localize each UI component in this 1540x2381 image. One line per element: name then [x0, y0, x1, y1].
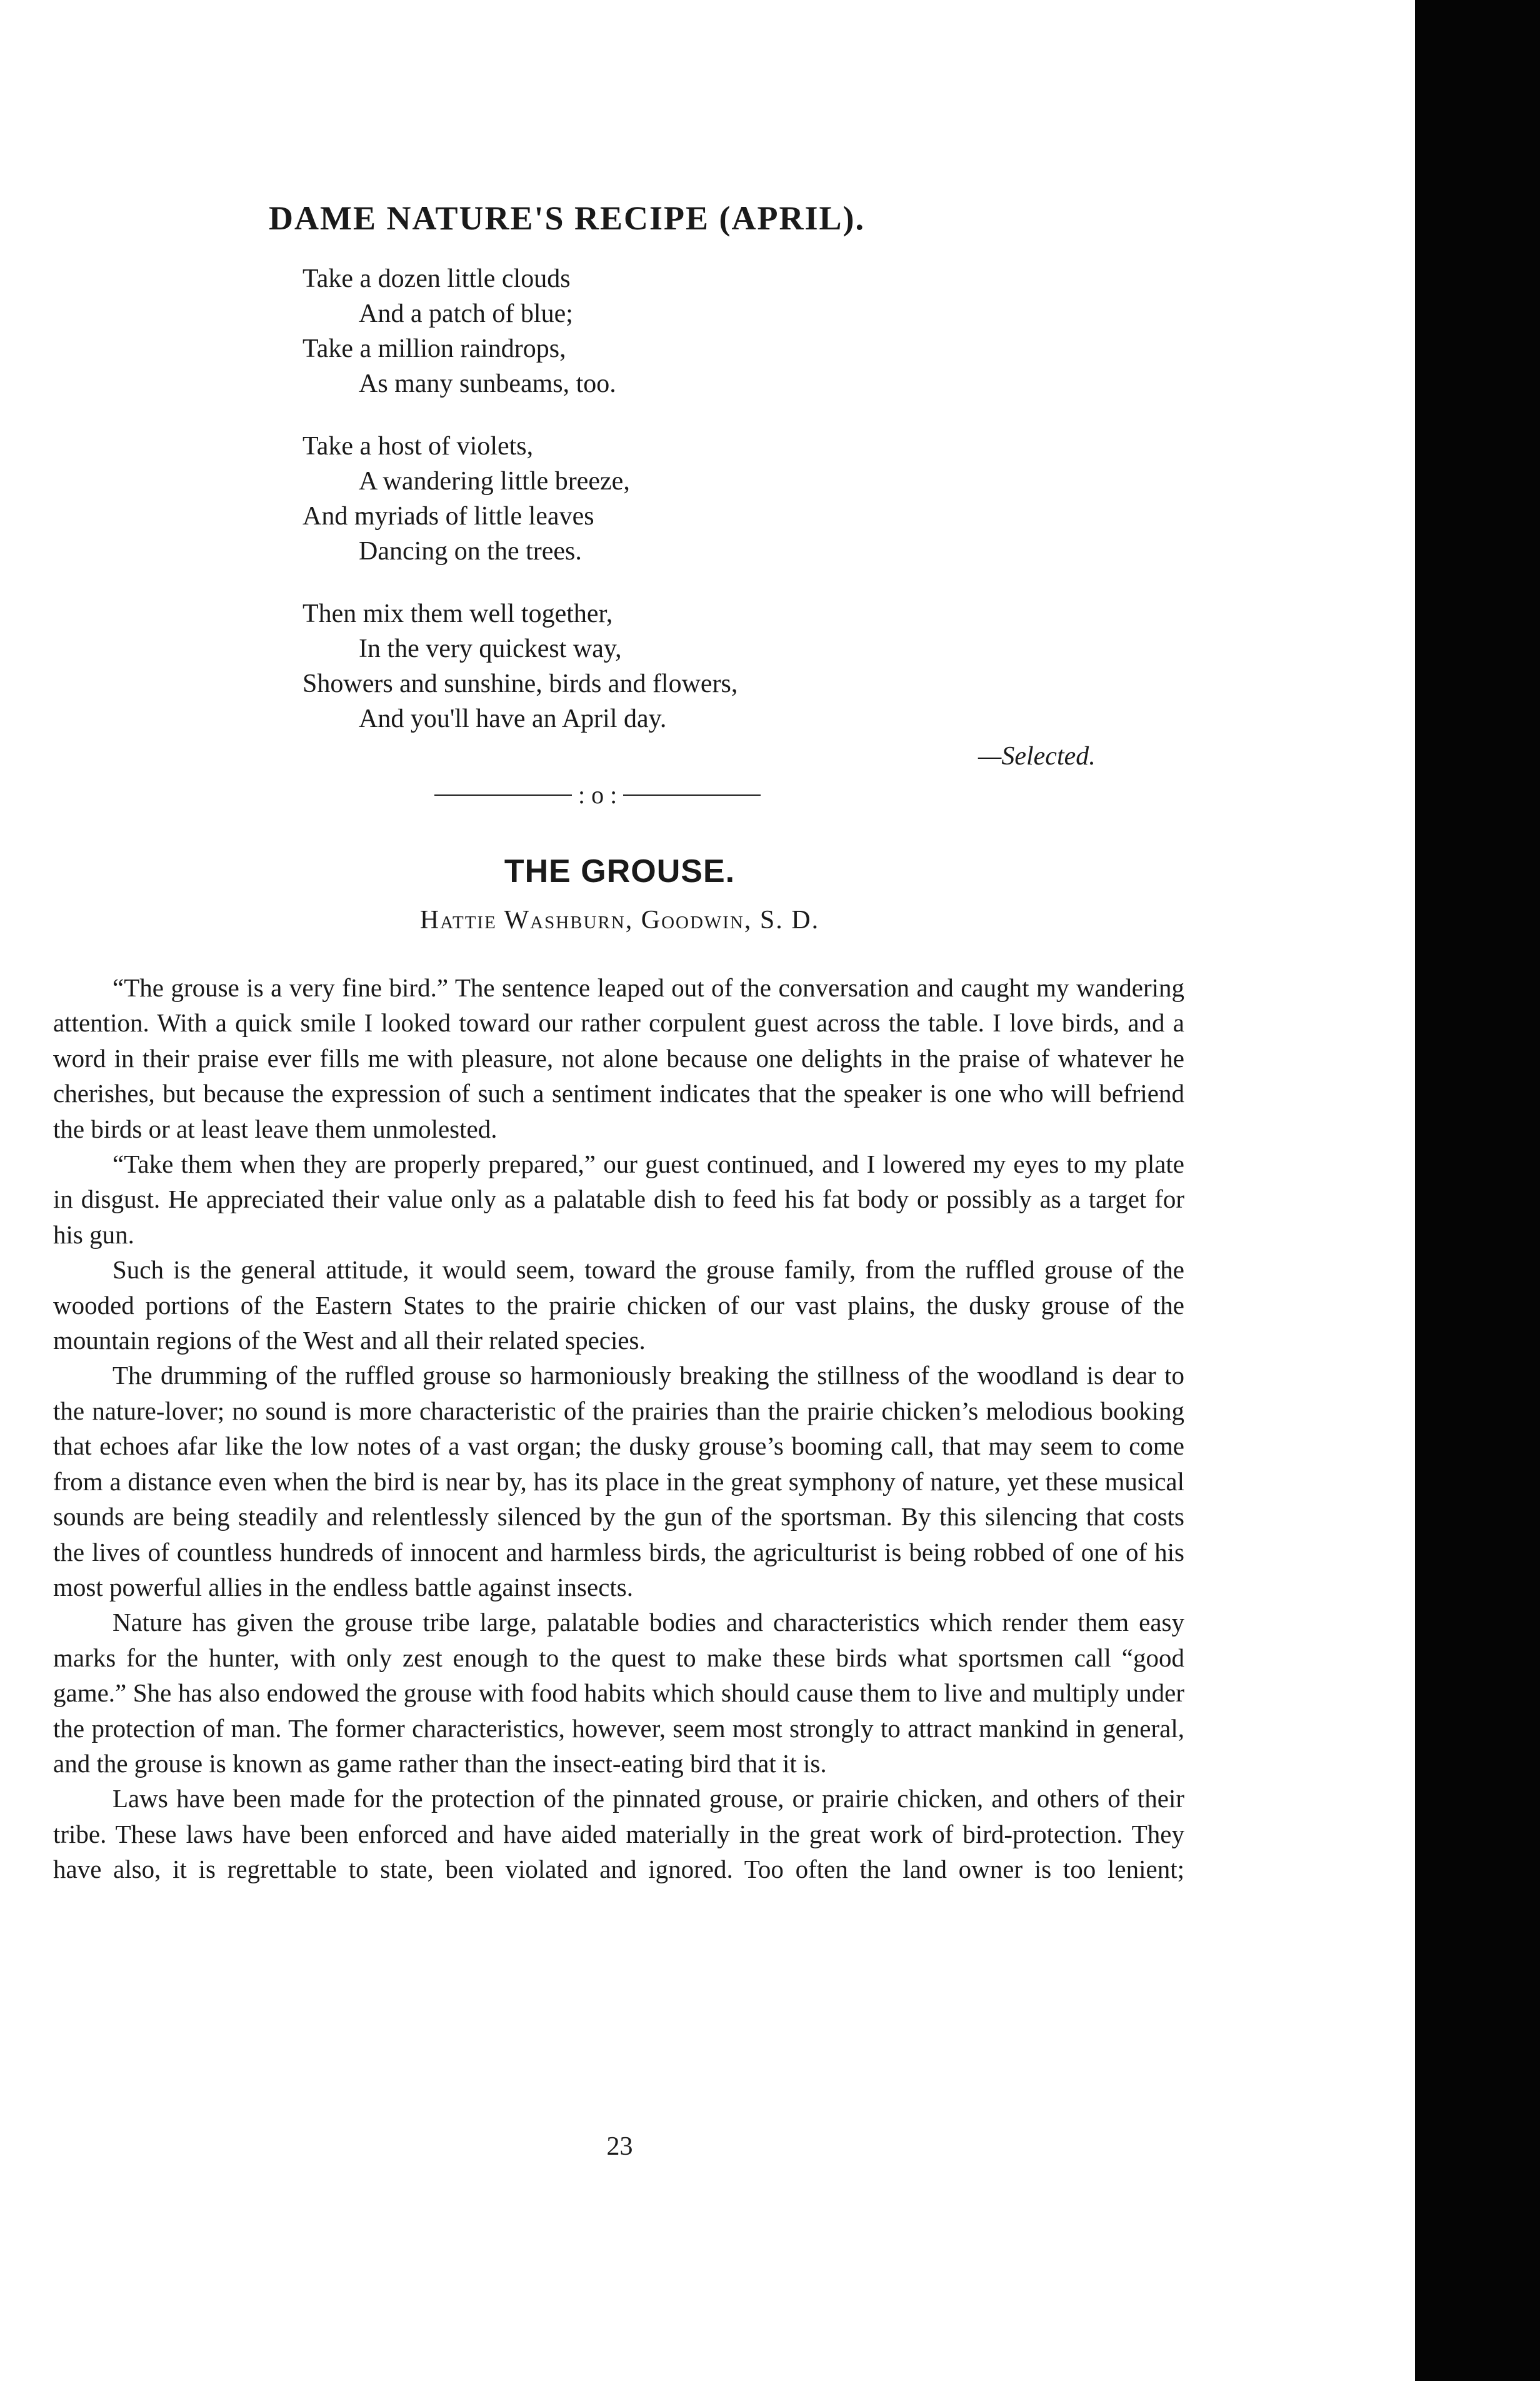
poem-line: Showers and sunshine, birds and flowers, — [302, 669, 738, 698]
poem-stanza — [302, 596, 738, 736]
section-divider — [434, 780, 761, 810]
poem — [302, 261, 738, 764]
poem-line: As many sunbeams, too. — [359, 369, 616, 398]
poem-stanza — [302, 429, 738, 569]
poem-line: Take a million raindrops, — [302, 334, 566, 363]
poem-line: A wandering little breeze, — [359, 467, 630, 496]
divider-rule — [623, 795, 761, 796]
divider-mark: : o : — [578, 781, 618, 809]
poem-line: Then mix them well together, — [302, 599, 613, 628]
article-paragraph: Such is the general attitude, it would seem, toward the grouse family, from the ruffled grouse of the wooded portions of the Eastern States to the prairie chicken of our vast plains, the dusky grouse of the mountain regions of the West and all their related species. — [53, 1255, 1184, 1355]
poem-line: Take a dozen little clouds — [302, 264, 571, 293]
poem-line: In the very quickest way, — [359, 634, 622, 663]
article-body — [53, 970, 1184, 1887]
poem-line: And myriads of little leaves — [302, 502, 594, 531]
poem-line: Dancing on the trees. — [359, 537, 582, 566]
article-paragraph: “The grouse is a very fine bird.” The sentence leaped out of the conversation and caught my wandering attention. With a quick smile I looked toward our rather corpulent guest across the table. I love birds, and a word in their praise ever fills me with pleasure, not alone because one delights in the praise of whatever he cherishes, but because the expression of such a sentiment indicates that the speaker is one who will befriend the birds or at least leave them unmolested. — [53, 973, 1184, 1143]
poem-line: And a patch of blue; — [359, 299, 573, 328]
poem-line: Take a host of violets, — [302, 432, 534, 461]
poem-stanza — [302, 261, 738, 401]
article-paragraph: The drumming of the ruffled grouse so harmoniously breaking the stillness of the woodland is dear to the nature-lover; no sound is more characteristic of the prairies than the prairie chicken’s melodious booking that echoes afar like the low notes of a vast organ; the dusky grouse’s booming call, that may seem to come from a distance even when the bird is near by, has its place in the great symphony of nature, yet these musical sounds are being steadily and relentlessly silenced by the gun of the sportsman. By this silencing that costs the lives of countless hundreds of innocent and harmless birds, the agriculturist is being robbed of one of his most powerful allies in the endless battle against insects. — [53, 1361, 1184, 1602]
scan-edge — [1415, 0, 1540, 2381]
article-title: THE GROUSE. — [504, 853, 736, 890]
page-number: 23 — [606, 2132, 633, 2161]
poem-title: DAME NATURE'S RECIPE (APRIL). — [269, 199, 866, 237]
divider-rule — [434, 795, 572, 796]
poem-attribution: —Selected. — [978, 742, 1096, 771]
article-byline: Hattie Washburn, Goodwin, S. D. — [419, 906, 820, 935]
article-paragraph: Nature has given the grouse tribe large, palatable bodies and characteristics which render them easy marks for the hunter, with only zest enough to the quest to make these birds what sportsmen call “good game.” She has also endowed the grouse with food habits which should cause them to live and multiply under the protection of man. The former characteristics, however, seem most strongly to attract mankind in general, and the grouse is known as game rather than the insect-eating bird that it is. — [53, 1608, 1184, 1778]
poem-line: And you'll have an April day. — [359, 704, 667, 733]
article-paragraph: “Take them when they are properly prepared,” our guest continued, and I lowered my eyes to my plate in disgust. He appreciated their value only as a palatable dish to feed his fat body or possibly as a target for his gun. — [53, 1150, 1184, 1249]
article-paragraph: Laws have been made for the protection of the pinnated grouse, or prairie chicken, and others of their tribe. These laws have been enforced and have aided materially in the great work of bird-protection. They have also, it is regrettable to state, been violated and ignored. Too often the land owner is too lenient; — [53, 1784, 1184, 1884]
